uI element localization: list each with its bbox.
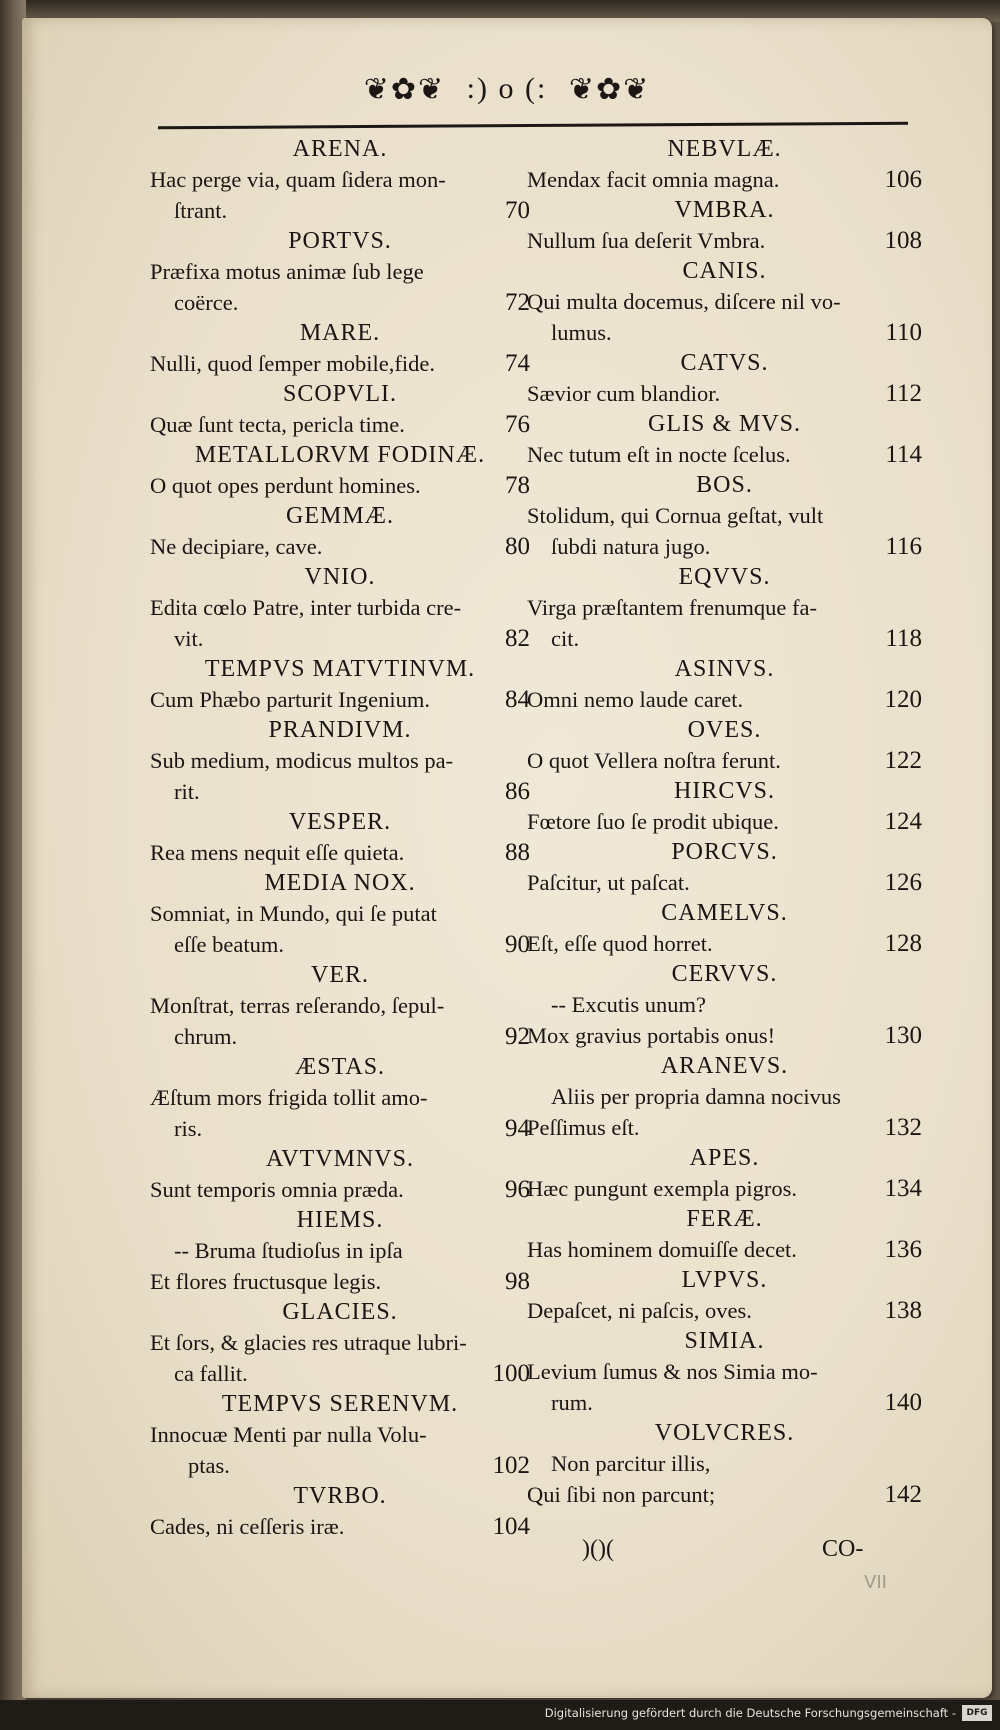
entry-text: ſtrant. <box>174 198 228 223</box>
entry-text: Hac perge via, quam ſidera mon- <box>150 167 446 192</box>
page-number: 90 <box>505 931 530 958</box>
index-entry <box>150 1052 530 1144</box>
page-number: 138 <box>884 1297 922 1324</box>
entry-text: Paſcitur, ut paſcat. <box>527 870 690 895</box>
entry-text: Stolidum, qui Cornua geſtat, vult <box>527 503 824 528</box>
entry-text: Nulli, quod ſemper mobile,fide. <box>150 351 435 376</box>
entry-title: SIMIA. <box>684 1328 765 1354</box>
entry-text: ſubdi natura jugo. <box>551 534 711 559</box>
entry-text: Virga præſtantem frenumque fa- <box>527 595 818 620</box>
left-column <box>150 134 530 1542</box>
entry-text: lumus. <box>551 320 612 345</box>
entry-title: ARENA. <box>292 136 388 162</box>
entry-text: chrum. <box>174 1024 238 1049</box>
entry-text: Depaſcet, ni paſcis, oves. <box>527 1298 752 1323</box>
entry-line <box>150 1511 530 1542</box>
entry-title: SCOPVLI. <box>282 381 398 407</box>
entry-title: VMBRA. <box>674 197 775 223</box>
index-entry <box>527 898 922 959</box>
entry-text: Rea mens nequit eſſe quieta. <box>150 840 405 865</box>
pencil-mark: VII <box>864 1572 887 1593</box>
right-column <box>527 134 922 1510</box>
entry-title: HIEMS. <box>296 1207 384 1233</box>
entry-text: Fœtore ſuo ſe prodit ubique. <box>527 809 779 834</box>
entry-line <box>527 500 922 531</box>
index-entry <box>527 470 922 562</box>
page-number: 96 <box>505 1176 530 1203</box>
index-entry <box>527 256 922 348</box>
entry-title: METALLORVM FODINÆ. <box>194 442 486 468</box>
entry-line <box>527 1448 922 1479</box>
entry-title: OVES. <box>687 717 762 743</box>
entry-text: cit. <box>551 626 580 651</box>
index-entry <box>150 379 530 440</box>
index-entry <box>527 348 922 409</box>
entry-title: HIRCVS. <box>673 778 776 804</box>
entry-title: LVPVS. <box>681 1267 768 1293</box>
entry-line <box>150 1082 530 1113</box>
index-entry <box>527 1051 922 1143</box>
entry-text: Præfixa motus animæ ſub lege <box>150 259 424 284</box>
index-entry <box>527 134 922 195</box>
index-entry <box>527 1204 922 1265</box>
entry-title: BOS. <box>696 472 753 498</box>
entry-title: PRANDIVM. <box>268 717 412 743</box>
entry-line <box>527 1479 922 1510</box>
page-number: 84 <box>505 686 530 713</box>
entry-title: VER. <box>311 962 369 988</box>
entry-text: eſſe beatum. <box>174 932 284 957</box>
entry-text: ca fallit. <box>174 1361 248 1386</box>
entry-line <box>150 745 530 776</box>
entry-text: Mendax facit omnia magna. <box>527 167 780 192</box>
page-number: 136 <box>884 1236 922 1263</box>
entry-title: ÆSTAS. <box>294 1054 386 1080</box>
page-number: 92 <box>505 1023 530 1050</box>
entry-text: Omni nemo laude caret. <box>527 687 744 712</box>
entry-line <box>150 1419 530 1450</box>
entry-line <box>527 623 922 654</box>
entry-line <box>527 1387 922 1418</box>
entry-text: Nullum ſua deſerit Vmbra. <box>527 228 766 253</box>
index-entry <box>150 1297 530 1389</box>
entry-title: CAMELVS. <box>661 900 788 926</box>
index-entry <box>150 562 530 654</box>
page-header <box>22 70 992 110</box>
entry-line <box>527 806 922 837</box>
entry-title: VNIO. <box>304 564 376 590</box>
entry-title: FERÆ. <box>686 1206 763 1232</box>
book-page <box>22 18 992 1698</box>
page-number: 134 <box>884 1175 922 1202</box>
entry-title: GLIS & MVS. <box>647 411 802 437</box>
page-number: 128 <box>884 930 922 957</box>
entry-line <box>527 1234 922 1265</box>
entry-line <box>150 1358 530 1389</box>
page-number: 106 <box>884 166 922 193</box>
entry-text: ris. <box>174 1116 203 1141</box>
page-number: 80 <box>505 533 530 560</box>
page-number: 142 <box>884 1481 922 1508</box>
entry-line <box>150 684 530 715</box>
entry-title: VOLVCRES. <box>654 1420 795 1446</box>
entry-line <box>527 317 922 348</box>
entry-text: Cades, ni ceſſeris iræ. <box>150 1514 345 1539</box>
page-number: 126 <box>884 869 922 896</box>
page-number: 94 <box>505 1115 530 1142</box>
page-number: 88 <box>505 839 530 866</box>
index-entry <box>527 959 922 1051</box>
entry-line <box>527 745 922 776</box>
digitization-credit: Digitalisierung gefördert durch die Deutsche Forschungsgemeinschaft - <box>544 1706 956 1720</box>
entry-text: Somniat, in Mundo, qui ſe putat <box>150 901 437 926</box>
entry-text: Sub medium, modicus multos pa- <box>150 748 454 773</box>
entry-line <box>150 776 530 807</box>
entry-text: Cum Phæbo parturit Ingenium. <box>150 687 430 712</box>
page-number: 140 <box>884 1389 922 1416</box>
entry-text: Æſtum mors frigida tollit amo- <box>150 1085 428 1110</box>
entry-title: AVTVMNVS. <box>266 1146 414 1172</box>
entry-text: vit. <box>174 626 204 651</box>
entry-title: TVRBO. <box>293 1483 387 1509</box>
entry-text: Eſt, eſſe quod horret. <box>527 931 713 956</box>
catchword: CO- <box>822 1536 864 1562</box>
entry-line <box>527 989 922 1020</box>
index-entry <box>527 562 922 654</box>
entry-line <box>527 1356 922 1387</box>
entry-line <box>150 256 530 287</box>
index-entry <box>150 501 530 562</box>
index-entry <box>527 715 922 776</box>
entry-text: Ne decipiare, cave. <box>150 534 323 559</box>
entry-text: Edita cœlo Patre, inter turbida cre- <box>150 595 462 620</box>
entry-title: ARANEVS. <box>660 1053 789 1079</box>
entry-text: Mox gravius portabis onus! <box>527 1023 776 1048</box>
entry-text: Peſſimus eſt. <box>527 1115 640 1140</box>
entry-title: APES. <box>689 1145 760 1171</box>
entry-line <box>527 286 922 317</box>
entry-title: TEMPVS SERENVM. <box>221 1391 459 1417</box>
ornament-left-icon: ❦✿❦ <box>363 72 446 106</box>
index-entry <box>150 654 530 715</box>
entry-text: rit. <box>174 779 200 804</box>
index-entry <box>527 195 922 256</box>
entry-title: GLACIES. <box>282 1299 398 1325</box>
entry-text: rum. <box>551 1390 593 1415</box>
index-entry <box>150 1389 530 1481</box>
entry-text: ptas. <box>188 1453 230 1478</box>
entry-text: Non parcitur illis, <box>551 1451 711 1476</box>
page-number: 100 <box>492 1360 530 1387</box>
entry-text: -- Excutis unum? <box>551 992 706 1017</box>
entry-line <box>527 1020 922 1051</box>
entry-text: Quæ ſunt tecta, pericla time. <box>150 412 405 437</box>
entry-line <box>150 592 530 623</box>
ornament-right-icon: ❦✿❦ <box>568 72 651 106</box>
index-entry <box>150 440 530 501</box>
entry-line <box>527 1112 922 1143</box>
index-entry <box>527 837 922 898</box>
entry-line <box>150 990 530 1021</box>
page-number: 82 <box>505 625 530 652</box>
entry-line <box>527 439 922 470</box>
entry-line <box>150 1266 530 1297</box>
entry-text: O quot opes perdunt homines. <box>150 473 421 498</box>
entry-line <box>150 1235 530 1266</box>
entry-text: Nec tutum eſt in nocte ſcelus. <box>527 442 791 467</box>
entry-text: Sævior cum blandior. <box>527 381 721 406</box>
dfg-logo: DFG <box>962 1705 992 1721</box>
index-entry <box>150 960 530 1052</box>
index-entry <box>150 807 530 868</box>
entry-line <box>150 1450 530 1481</box>
entry-line <box>527 1173 922 1204</box>
entry-line <box>150 164 530 195</box>
entry-text: coërce. <box>174 290 239 315</box>
entry-line <box>150 623 530 654</box>
entry-line <box>527 225 922 256</box>
index-entry <box>527 654 922 715</box>
page-number: 114 <box>885 441 922 468</box>
entry-title: TEMPVS MATVTINVM. <box>204 656 476 682</box>
index-entry <box>527 776 922 837</box>
page-number: 74 <box>505 350 530 377</box>
index-entry <box>150 715 530 807</box>
index-entry <box>150 868 530 960</box>
index-entry <box>150 1144 530 1205</box>
page-number: 104 <box>492 1513 530 1540</box>
entry-line <box>150 1174 530 1205</box>
page-number: 122 <box>884 747 922 774</box>
index-entry <box>150 1481 530 1542</box>
entry-title: MEDIA NOX. <box>264 870 416 896</box>
entry-line <box>150 470 530 501</box>
entry-line <box>527 531 922 562</box>
entry-text: Hæc pungunt exempla pigros. <box>527 1176 797 1201</box>
index-entry <box>527 1326 922 1418</box>
entry-line <box>150 837 530 868</box>
entry-line <box>150 287 530 318</box>
entry-text: Sunt temporis omnia præda. <box>150 1177 404 1202</box>
entry-line <box>150 1113 530 1144</box>
entry-line <box>150 898 530 929</box>
page-number: 102 <box>492 1452 530 1479</box>
entry-line <box>150 1327 530 1358</box>
entry-line <box>150 409 530 440</box>
entry-text: Et flores fructusque legis. <box>150 1269 382 1294</box>
entry-text: Monſtrat, terras reſerando, ſepul- <box>150 993 445 1018</box>
entry-line <box>527 378 922 409</box>
index-entry <box>150 226 530 318</box>
entry-line <box>527 928 922 959</box>
entry-title: CERVVS. <box>671 961 778 987</box>
entry-text: Aliis per propria damna nocivus <box>551 1084 841 1109</box>
entry-line <box>150 929 530 960</box>
entry-text: Qui multa docemus, diſcere nil vo- <box>527 289 841 314</box>
entry-line <box>527 1081 922 1112</box>
index-entry <box>527 1418 922 1510</box>
page-number: 130 <box>884 1022 922 1049</box>
page-number: 112 <box>885 380 922 407</box>
entry-text: Has hominem domuiſſe decet. <box>527 1237 797 1262</box>
signature-mark: )()( <box>582 1536 614 1562</box>
page-number: 98 <box>505 1268 530 1295</box>
entry-title: MARE. <box>299 320 381 346</box>
entry-line <box>527 164 922 195</box>
entry-title: PORCVS. <box>671 839 778 865</box>
index-entry <box>150 1205 530 1297</box>
entry-title: VESPER. <box>288 809 392 835</box>
entry-title: CANIS. <box>682 258 767 284</box>
page-header-mark: :) o (: <box>466 72 548 106</box>
entry-title: EQVVS. <box>678 564 771 590</box>
page-number: 118 <box>885 625 922 652</box>
index-entry <box>527 1143 922 1204</box>
entry-line <box>150 348 530 379</box>
entry-line <box>150 195 530 226</box>
page-number: 70 <box>505 197 530 224</box>
entry-title: GEMMÆ. <box>285 503 394 529</box>
entry-text: -- Bruma ſtudioſus in ipſa <box>174 1238 403 1263</box>
entry-line <box>150 1021 530 1052</box>
entry-title: CATVS. <box>680 350 769 376</box>
header-rule <box>158 122 908 130</box>
entry-text: Innocuæ Menti par nulla Volu- <box>150 1422 427 1447</box>
entry-line <box>150 531 530 562</box>
entry-title: ASINVS. <box>674 656 775 682</box>
entry-line <box>527 1295 922 1326</box>
entry-text: Qui ſibi non parcunt; <box>527 1482 716 1507</box>
page-number: 76 <box>505 411 530 438</box>
index-entry <box>150 318 530 379</box>
entry-text: O quot Vellera noſtra ferunt. <box>527 748 781 773</box>
page-number: 120 <box>884 686 922 713</box>
page-number: 108 <box>884 227 922 254</box>
page-number: 72 <box>505 289 530 316</box>
entry-text: Levium ſumus & nos Simia mo- <box>527 1359 818 1384</box>
entry-line <box>527 684 922 715</box>
index-entry <box>527 409 922 470</box>
entry-title: PORTVS. <box>288 228 392 254</box>
page-number: 124 <box>884 808 922 835</box>
entry-text: Et ſors, & glacies res utraque lubri- <box>150 1330 467 1355</box>
page-number: 132 <box>884 1114 922 1141</box>
page-number: 78 <box>505 472 530 499</box>
entry-line <box>527 592 922 623</box>
page-number: 110 <box>885 319 922 346</box>
index-entry <box>150 134 530 226</box>
index-entry <box>527 1265 922 1326</box>
entry-line <box>527 867 922 898</box>
page-number: 86 <box>505 778 530 805</box>
page-number: 116 <box>885 533 922 560</box>
entry-title: NEBVLÆ. <box>667 136 782 162</box>
